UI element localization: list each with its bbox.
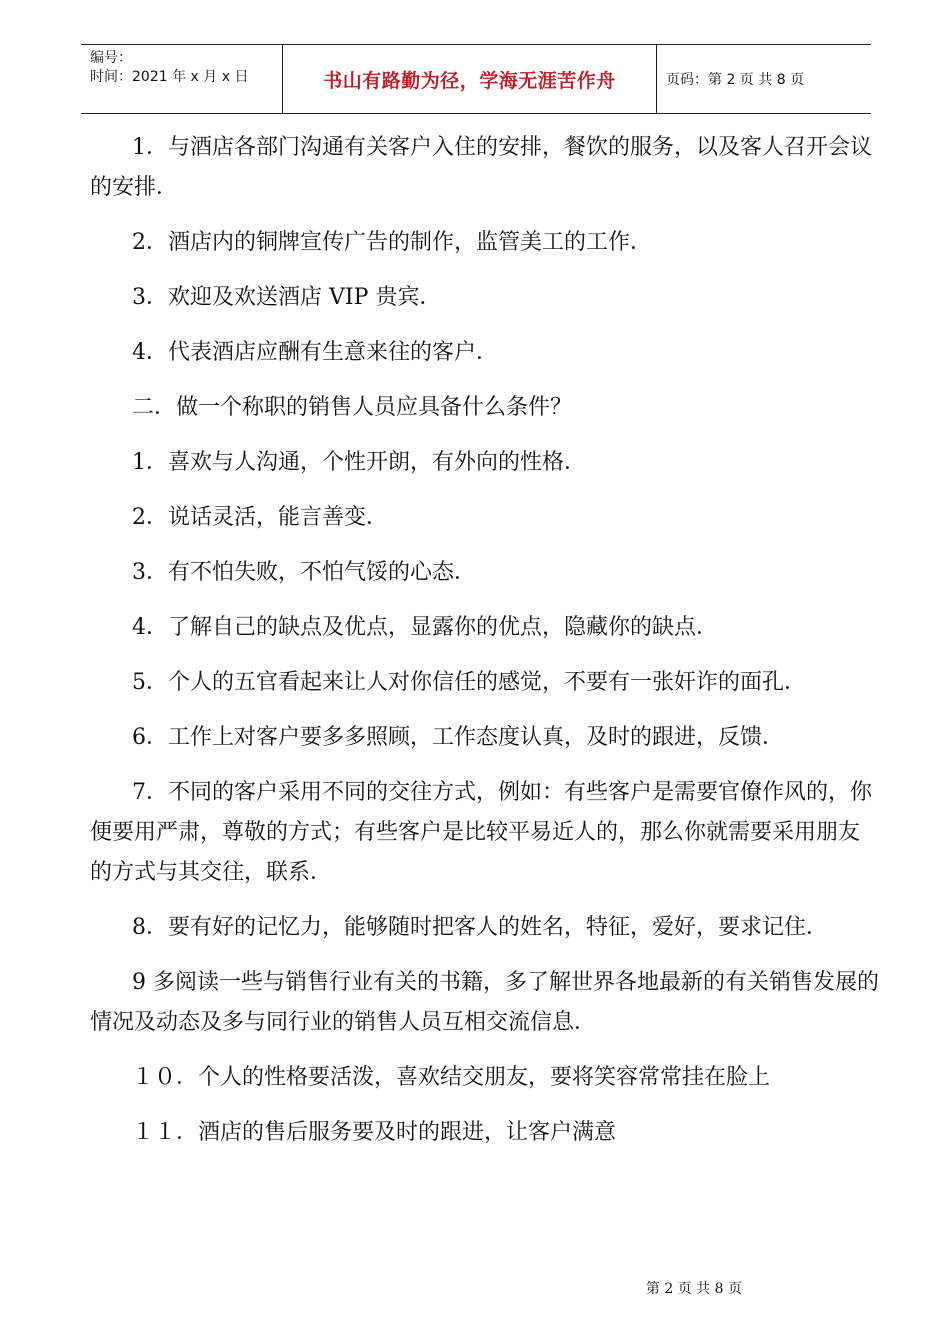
paragraph: 2．说话灵活，能言善变． [132, 505, 388, 530]
paragraph: １１．酒店的售后服务要及时的跟进，让客户满意 [132, 1120, 617, 1145]
paragraph: 6．工作上对客户要多多照顾，工作态度认真，及时的跟进，反馈． [132, 725, 784, 750]
paragraph: 7．不同的客户采用不同的交往方式，例如：有些客户是需要官僚作风的，你便要用严肃，尊敬的方式；有些客户是比较平易近人的，那么你就需要采用朋友的方式与其交往，联系． [90, 780, 872, 885]
page-footer [0, 1278, 950, 1298]
header-table [81, 44, 871, 114]
paragraph: 4．了解自己的缺点及优点，显露你的优点，隐藏你的缺点． [132, 615, 718, 640]
document-number-label: 编号： [90, 50, 132, 66]
header-meta-cell [81, 45, 283, 113]
paragraph: 4．代表酒店应酬有生意来往的客户． [132, 340, 498, 365]
paragraph: 3．欢迎及欢送酒店 VIP 贵宾． [132, 285, 442, 310]
paragraph: 2．酒店内的铜牌宣传广告的制作，监管美工的工作． [132, 230, 652, 255]
section-heading: 二．做一个称职的销售人员应具备什么条件？ [132, 395, 573, 420]
document-body [90, 128, 880, 1168]
header-page-info: 页码：第 2 页 共 8 页 [666, 72, 805, 88]
paragraph: 3．有不怕失败，不怕气馁的心态． [132, 560, 476, 585]
document-date: 时间：2021 年 x 月 x 日 [90, 69, 249, 85]
paragraph: 5．个人的五官看起来让人对你信任的感觉，不要有一张奸诈的面孔． [132, 670, 806, 695]
footer-page-number: 第 2 页 共 8 页 [645, 1281, 742, 1297]
paragraph: 1．与酒店各部门沟通有关客户入住的安排，餐饮的服务，以及客人召开会议的安排． [90, 135, 872, 200]
header-motto: 书山有路勤为径，学海无涯苦作舟 [283, 45, 657, 113]
paragraph: 8．要有好的记忆力，能够随时把客人的姓名，特征，爱好，要求记住． [132, 915, 828, 940]
paragraph: 1．喜欢与人沟通，个性开朗，有外向的性格． [132, 450, 586, 475]
paragraph: １０．个人的性格要活泼，喜欢结交朋友，要将笑容常常挂在脸上 [132, 1065, 771, 1090]
paragraph: 9 多阅读一些与销售行业有关的书籍，多了解世界各地最新的有关销售发展的情况及动态及多与同行业的销售人员互相交流信息． [90, 970, 879, 1035]
